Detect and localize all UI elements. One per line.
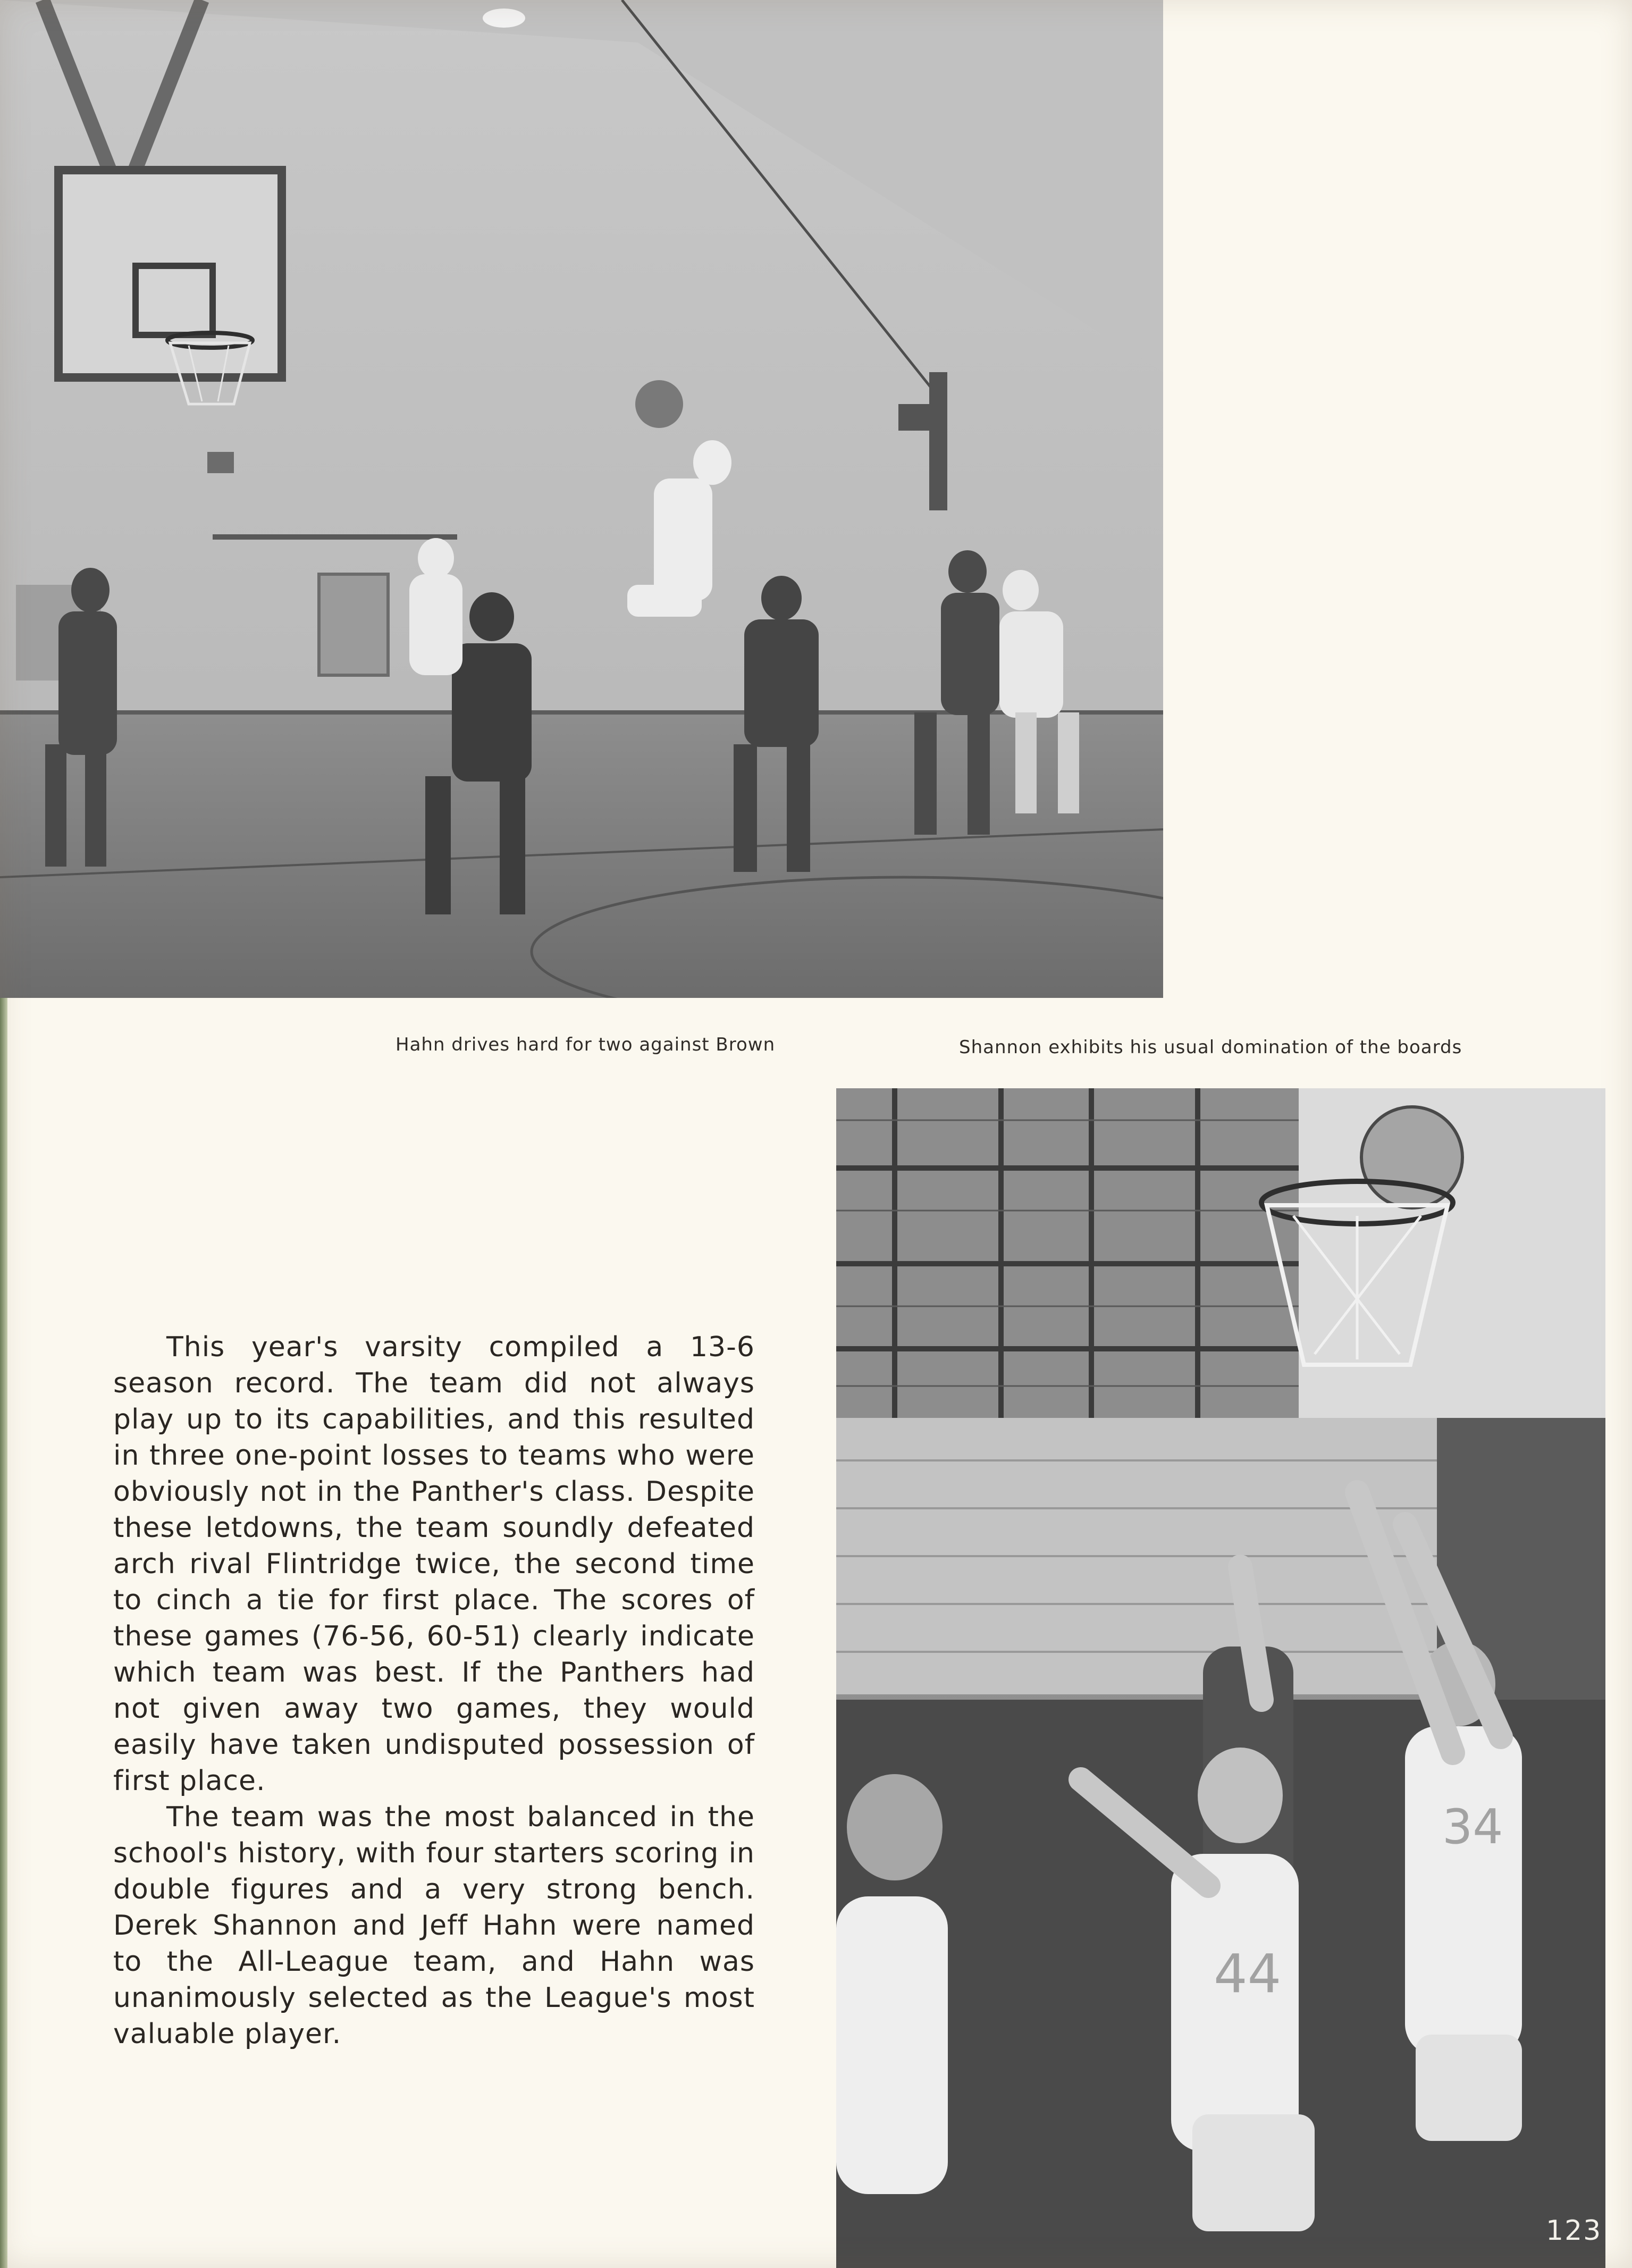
svg-text:34: 34 (1442, 1799, 1503, 1855)
article-body (113, 1329, 755, 2052)
photo-hahn-drive (0, 0, 1163, 998)
article-paragraph: The team was the most balanced in the school's history, with four starters scoring in double figures and a very strong bench. Derek Shannon and Jeff Hahn were named to the All-League team, and Hahn was unanimously selected as the League's most valuable player. (113, 1801, 755, 2050)
caption-hahn: Hahn drives hard for two against Brown (396, 1034, 776, 1055)
page-number: 123 (1546, 2215, 1602, 2247)
svg-text:44: 44 (1214, 1943, 1282, 2005)
photo-shannon-rebound (836, 1088, 1605, 2268)
article-paragraph: This year's varsity compiled a 13-6 season record. The team did not always play up to its capabilities, and this resulted in three one-point losses to teams who were obviously not in the Panther's class. Despite these letdowns, the team soundly defeated arch rival Flintridge twice, the second time to cinch a tie for first place. The scores of these games (76-56, 60-51) clearly indicate which team was best. If the Panthers had not given away two games, they would easily have taken undisputed possession of first place. (113, 1331, 755, 1797)
photo-shannon-rebound-graphic (836, 1088, 1605, 2268)
photo-hahn-drive-graphic (0, 0, 1163, 998)
caption-shannon: Shannon exhibits his usual domination of the boards (959, 1037, 1462, 1058)
